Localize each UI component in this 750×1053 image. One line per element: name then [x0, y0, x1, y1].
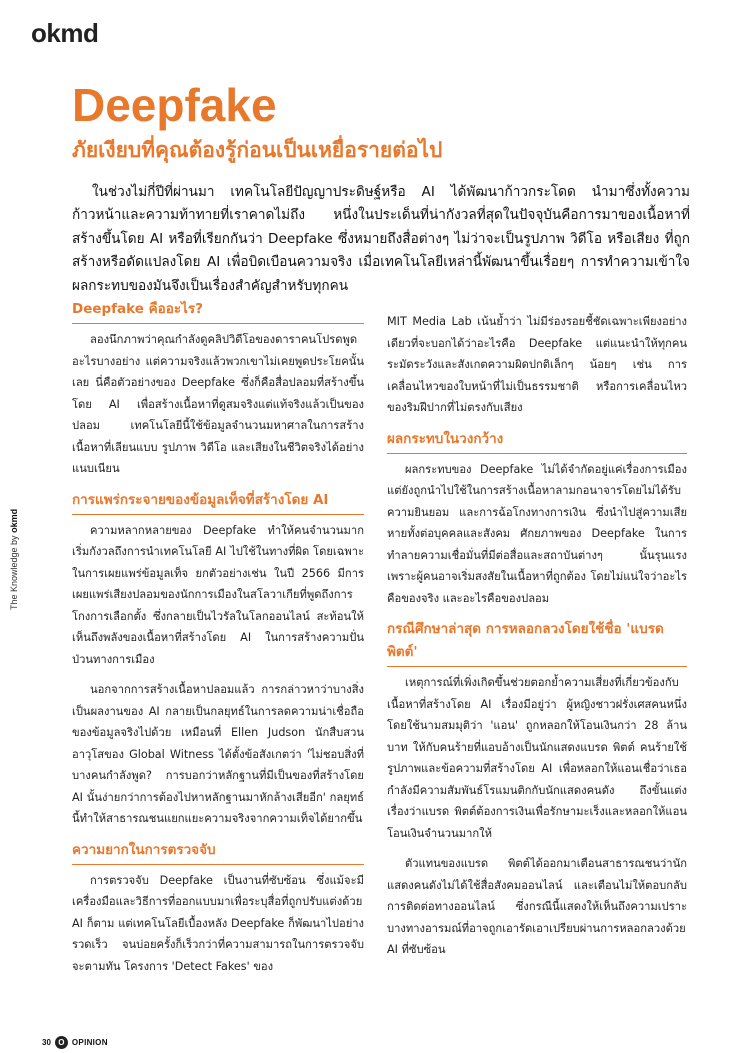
paragraph: ลองนึกภาพว่าคุณกำลังดูคลิปวิดีโอของดาราคนโปรดพูดอะไรบางอย่าง แต่ความจริงแล้วพวกเขาไม่เคยพูดประโยคนั้นเลย นี่คือตัวอย่างของ Deepfake ซึ่งก็คือสื่อปลอมที่สร้างขึ้นโดย AI เพื่อสร้างเนื้อหาที่ดูสมจริงแต่แท้จริงแล้วเป็นของปลอม เทคโนโลยีนี้ใช้ข้อมูลจำนวนมหาศาลในการสร้างเนื้อหาที่เลียนแบบ รูปภาพ วิดีโอ และเสียงในชีวิตจริงได้อย่างแนบเนียน	[72, 333, 364, 475]
paragraph: นอกจากการสร้างเนื้อหาปลอมแล้ว การกล่าวหาว่าบางสิ่งเป็นผลงานของ AI กลายเป็นกลยุทธ์ในการลดความน่าเชื่อถือของข้อมูลจริงไปด้วย เหมือนที่ Ellen Judson นักสืบสวนอาวุโสของ Global Witness ได้ตั้งข้อสังเกตว่า 'ไม่ชอบสิ่งที่บางคนกำลังพูด? การบอกว่าหลักฐานที่มีเป็นของที่สร้างโดย AI นั้นง่ายกว่าการต้องไปหาหลักฐานมาหักล้างเสียอีก' กลยุทธ์นี้ทำให้สาธารณชนแยกแยะความจริงจากความเท็จได้ยากขึ้น	[72, 683, 364, 825]
section-heading-impact: ผลกระทบในวงกว้าง	[387, 428, 687, 454]
paragraph: การตรวจจับ Deepfake เป็นงานที่ซับซ้อน ซึ่งแม้จะมีเครื่องมือและวิธีการที่ออกแบบมาเพื่อระบุสื่อที่ถูกปรับแต่งด้วย AI ก็ตาม แต่เทคโนโลยีเบื้องหลัง Deepfake ก็พัฒนาไปอย่างรวดเร็ว จนบ่อยครั้งก็เร็วกว่าที่ความสามารถในการตรวจจับจะตามทัน โครงการ 'Detect Fakes' ของ	[72, 873, 364, 973]
paragraph: เหตุการณ์ที่เพิ่งเกิดขึ้นช่วยตอกย้ำความเสี่ยงที่เกี่ยวข้องกับเนื้อหาที่สร้างโดย AI เรื่องมีอยู่ว่า ผู้หญิงชาวฝรั่งเศสคนหนึ่ง โดยใช้นามสมมุติว่า 'แอน' ถูกหลอกให้โอนเงินกว่า 28 ล้านบาท ให้กับคนร้ายที่แอบอ้างเป็นนักแสดงแบรด พิตต์ คนร้ายใช้รูปภาพและข้อความที่สร้างโดย AI เพื่อหลอกให้แอนเชื่อว่าเธอกำลังมีความสัมพันธ์โรแมนติกกับนักแสดงคนดัง ถึงขั้นแต่งเรื่องว่าแบรด พิตต์ต้องการเงินเพื่อรักษามะเร็งและหลอกให้แอนโอนเงินจำนวนมากให้	[387, 676, 687, 840]
opinion-badge-icon: O	[55, 1036, 68, 1049]
section-heading-what-is: Deepfake คืออะไร?	[72, 298, 364, 324]
article-title: Deepfake	[72, 79, 277, 131]
section-heading-detection: ความยากในการตรวจจับ	[72, 839, 364, 865]
paragraph: MIT Media Lab เน้นย้ำว่า ไม่มีร่องรอยชี้ชัดเฉพาะเพียงอย่างเดียวที่จะบอกได้ว่าอะไรคือ Deepfake แต่แนะนำให้ทุกคนระมัดระวังและสังเกตความผิดปกติเล็กๆ น้อยๆ เช่น การเคลื่อนไหวของใบหน้าที่ไม่เป็นธรรมชาติ หรือการเคลื่อนไหวของริมฝีปากที่ไม่ตรงกับเสียง	[387, 315, 687, 414]
paragraph: ผลกระทบของ Deepfake ไม่ได้จำกัดอยู่แค่เรื่องการเมือง แต่ยังถูกนำไปใช้ในการสร้างเนื้อหาลามกอนาจารโดยไม่ได้รับความยินยอม และการฉ้อโกงทางการเงิน ซึ่งนำไปสู่ความเสียหายทั้งต่อบุคคลและสังคม ศักยภาพของ Deepfake ในการทำลายความเชื่อมั่นที่มีต่อสื่อและสถาบันต่างๆ นั้นรุนแรง เพราะผู้คนอาจเริ่มสงสัยในเนื้อหาที่ถูกต้อง โดยไม่แน่ใจว่าอะไรคือของจริง และอะไรคือของปลอม	[387, 462, 687, 605]
page-number: 30	[42, 1038, 51, 1047]
side-label-text: The Knowledge by	[9, 535, 19, 610]
right-column	[387, 311, 687, 970]
page-footer	[42, 1036, 108, 1049]
okmd-logo: okmd	[31, 18, 99, 48]
paragraph: ตัวแทนของแบรด พิตต์ได้ออกมาเตือนสาธารณชนว่านักแสดงคนดังไม่ได้ใช้สื่อสังคมออนไลน์ และเตือนไม่ให้ตอบกลับการติดต่อทางออนไลน์ ซึ่งกรณีนี้แสดงให้เห็นถึงความเปราะบางทางอารมณ์ที่อาจถูกเอารัดเอาเปรียบผ่านการหลอกลวงด้วย AI ที่ซับซ้อน	[387, 857, 687, 956]
article-intro: ในช่วงไม่กี่ปีที่ผ่านมา เทคโนโลยีปัญญาประดิษฐ์หรือ AI ได้พัฒนาก้าวกระโดด นำมาซึ่งทั้งความก้าวหน้าและความท้าทายที่เราคาดไม่ถึง หนึ่งในประเด็นที่น่ากังวลที่สุดในปัจจุบันคือการมาของเนื้อหาที่สร้างขึ้นโดย AI หรือที่เรียกกันว่า Deepfake ซึ่งหมายถึงสื่อต่างๆ ไม่ว่าจะเป็นรูปภาพ วิดีโอ หรือเสียง ที่ถูกสร้างหรือดัดแปลงโดย AI เพื่อบิดเบือนความจริง เมื่อเทคโนโลยีเหล่านี้พัฒนาขึ้นเรื่อยๆ การทำความเข้าใจผลกระทบของมันจึงเป็นเรื่องสำคัญสำหรับทุกคน	[72, 184, 690, 294]
section-label: OPINION	[71, 1038, 108, 1047]
section-heading-case-study: กรณีศึกษาล่าสุด การหลอกลวงโดยใช้ชื่อ 'แบรด พิตต์'	[387, 618, 687, 667]
article-subtitle: ภัยเงียบที่คุณต้องรู้ก่อนเป็นเหยื่อรายต่อไป	[72, 138, 443, 162]
section-heading-misinformation: การแพร่กระจายของข้อมูลเท็จที่สร้างโดย AI	[72, 489, 364, 515]
paragraph: ความหลากหลายของ Deepfake ทำให้คนจำนวนมากเริ่มกังวลถึงการนำเทคโนโลยี AI ไปใช้ในทางที่ผิด โดยเฉพาะในการเผยแพร่ข้อมูลเท็จ ยกตัวอย่างเช่น ในปี 2566 มีการเผยแพร่เสียงปลอมของนักการเมืองในสโลวาเกียที่พูดถึงการโกงการเลือกตั้ง ซึ่งกลายเป็นไวรัลในโลกออนไลน์ สะท้อนให้เห็นถึงพลังของเนื้อหาที่สร้างโดย AI ในการสร้างความปั่นป่วนทางการเมือง	[72, 523, 364, 666]
side-label	[9, 450, 23, 610]
side-label-brand: okmd	[9, 508, 19, 533]
left-column	[72, 298, 364, 986]
